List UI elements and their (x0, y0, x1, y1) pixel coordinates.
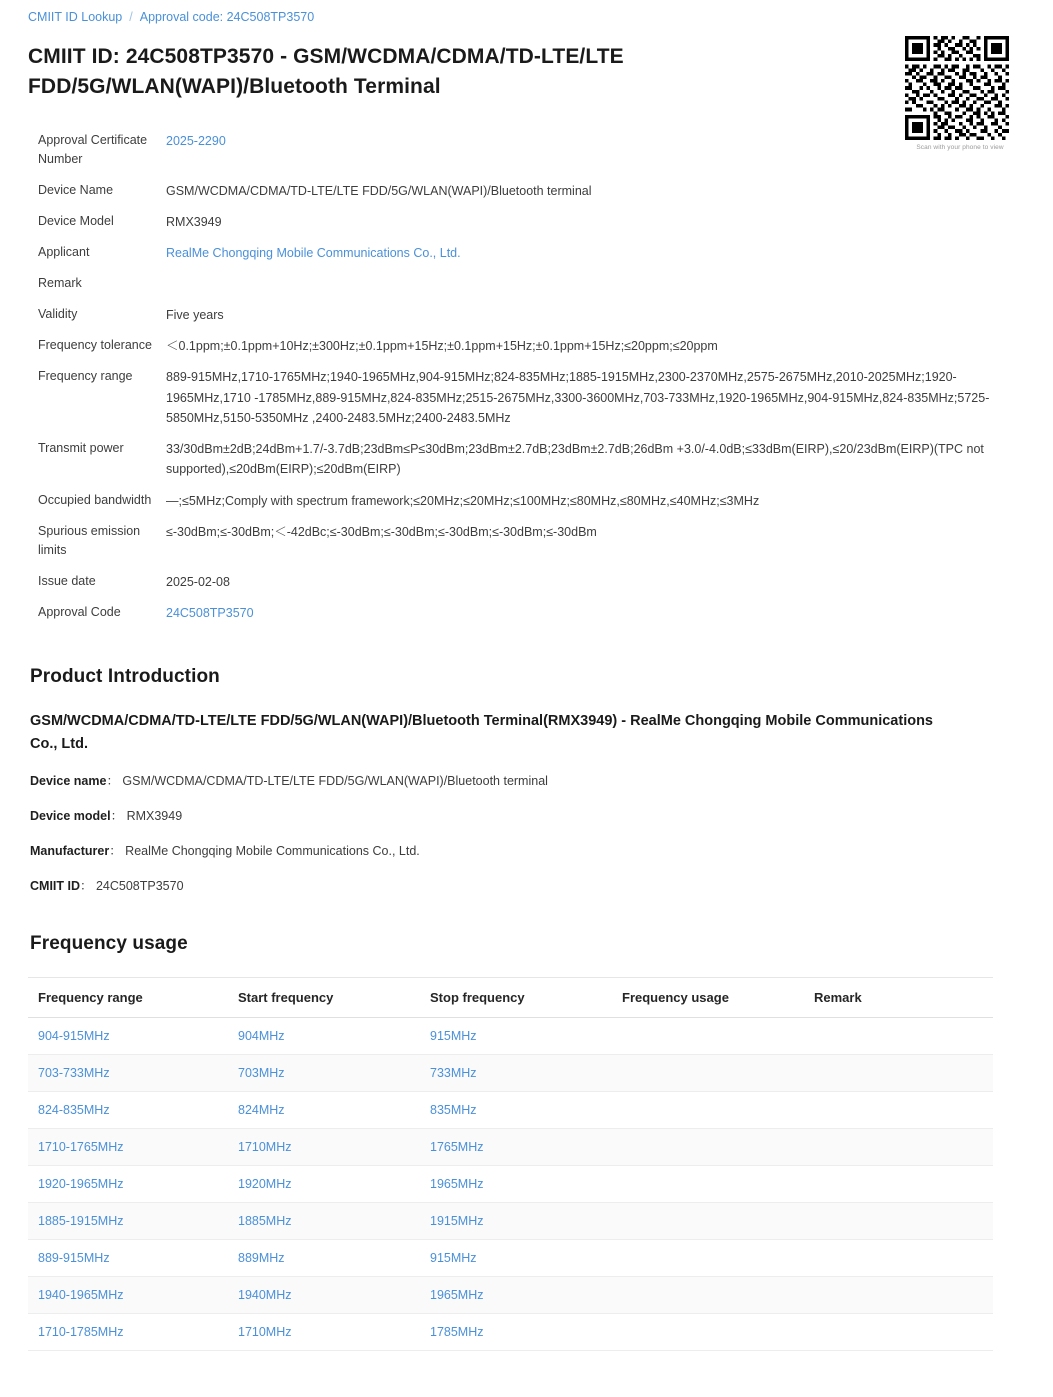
cell-frequency-usage (612, 1314, 804, 1351)
cell-frequency-range[interactable]: 1885-1915MHz (28, 1203, 228, 1240)
cell-remark (804, 1277, 993, 1314)
cell-frequency-range[interactable]: 1920-1965MHz (28, 1166, 228, 1203)
cell-frequency-usage (612, 1092, 804, 1129)
cell-frequency-usage (612, 1018, 804, 1055)
cell-frequency-range[interactable]: 904-915MHz (28, 1018, 228, 1055)
product-manufacturer-value: ： RealMe Chongqing Mobile Communications Co., Ltd. (109, 843, 420, 858)
product-device-model-label: Device model (30, 809, 111, 824)
cell-frequency-usage (612, 1166, 804, 1203)
cell-start-frequency[interactable]: 1710MHz (228, 1314, 420, 1351)
product-cmiit-id-line (28, 877, 1025, 896)
frequency-tolerance-value: ＜0.1ppm;±0.1ppm+10Hz;±300Hz;±0.1ppm+15Hz;±0.1ppm+15Hz;±0.1ppm+15Hz;≤20ppm;≤20ppm (166, 339, 718, 353)
column-header-stop-frequency: Stop frequency (420, 978, 612, 1018)
product-device-name-line (28, 772, 1025, 791)
qr-caption: Scan with your phone to view (916, 144, 1004, 151)
product-introduction-heading: Product Introduction (30, 666, 220, 687)
cell-frequency-usage (612, 1277, 804, 1314)
detail-label: Device Name (38, 182, 114, 197)
breadcrumb (28, 0, 1025, 30)
cell-stop-frequency[interactable]: 1965MHz (420, 1166, 612, 1203)
cell-start-frequency[interactable]: 703MHz (228, 1055, 420, 1092)
detail-label: Applicant (38, 245, 90, 260)
detail-row (28, 330, 1025, 361)
approval-certificate-number-value[interactable]: 2025-2290 (166, 133, 226, 148)
cell-remark (804, 1166, 993, 1203)
cell-frequency-range[interactable]: 703-733MHz (28, 1055, 228, 1092)
detail-row (28, 433, 1025, 485)
frequency-range-value: 889-915MHz,1710-1765MHz;1940-1965MHz,904-915MHz;824-835MHz;1885-1915MHz,2300-2370MHz,2575-2675MHz,2010-2025MHz;1920-1965MHz,1710 -1785MHz,889-915MHz,824-835MHz;2515-2675MHz,3300-3600MHz,703-733MHz,1920-1965MHz,904-915MHz,824-835MHz;5725-5850MHz,5150-5350MHz ,2400-2483.5MHz;2400-2483.5MHz (166, 370, 990, 425)
table-row (28, 1129, 993, 1166)
cell-remark (804, 1055, 993, 1092)
cell-remark (804, 1129, 993, 1166)
cell-start-frequency[interactable]: 1940MHz (228, 1277, 420, 1314)
detail-row (28, 485, 1025, 516)
spurious-emission-limits-value: ≤-30dBm;≤-30dBm;＜-42dBc;≤-30dBm;≤-30dBm;≤-30dBm;≤-30dBm;≤-30dBm (166, 524, 597, 539)
cell-frequency-range[interactable]: 889-915MHz (28, 1240, 228, 1277)
transmit-power-value: 33/30dBm±2dB;24dBm+1.7/-3.7dB;23dBm≤P≤30dBm;23dBm±2.7dB;23dBm±2.7dB;26dBm +3.0/-4.0dB;≤33dBm(EIRP),≤20/23dBm(EIRP)(TPC not supported),≤20dBm(EIRP);≤20dBm(EIRP) (166, 442, 984, 477)
column-header-remark: Remark (804, 978, 993, 1018)
cell-frequency-usage (612, 1055, 804, 1092)
product-device-name-label: Device name (30, 774, 107, 789)
qr-code-block (905, 36, 1015, 151)
issue-date-value: 2025-02-08 (166, 574, 230, 589)
detail-label: Approval Certificate Number (38, 132, 148, 167)
table-row (28, 1314, 993, 1351)
detail-row (28, 597, 1025, 628)
cell-stop-frequency[interactable]: 835MHz (420, 1092, 612, 1129)
remark-value (166, 274, 1006, 290)
cell-start-frequency[interactable]: 824MHz (228, 1092, 420, 1129)
cell-start-frequency[interactable]: 889MHz (228, 1240, 420, 1277)
table-row (28, 1018, 993, 1055)
table-row (28, 1203, 993, 1240)
table-header-row (28, 978, 993, 1018)
breadcrumb-current-link[interactable]: Approval code: 24C508TP3570 (139, 10, 315, 24)
cell-remark (804, 1314, 993, 1351)
column-header-frequency-usage: Frequency usage (612, 978, 804, 1018)
detail-label: Issue date (38, 573, 96, 588)
cell-stop-frequency[interactable]: 1765MHz (420, 1129, 612, 1166)
cell-frequency-range[interactable]: 1710-1765MHz (28, 1129, 228, 1166)
detail-row (28, 566, 1025, 597)
detail-label: Approval Code (38, 604, 121, 619)
frequency-usage-heading: Frequency usage (30, 933, 188, 955)
column-header-start-frequency: Start frequency (228, 978, 420, 1018)
cell-frequency-range[interactable]: 1940-1965MHz (28, 1277, 228, 1314)
cell-start-frequency[interactable]: 904MHz (228, 1018, 420, 1055)
cell-start-frequency[interactable]: 1920MHz (228, 1166, 420, 1203)
product-cmiit-id-label: CMIIT ID (30, 878, 80, 893)
certificate-details-table (28, 125, 1025, 628)
detail-label: Validity (38, 306, 78, 321)
table-row (28, 1055, 993, 1092)
detail-label: Spurious emission limits (38, 523, 141, 558)
detail-label: Occupied bandwidth (38, 492, 152, 507)
cell-frequency-usage (612, 1203, 804, 1240)
cell-start-frequency[interactable]: 1710MHz (228, 1129, 420, 1166)
device-model-value: RMX3949 (166, 214, 222, 229)
detail-row (28, 125, 1025, 175)
cell-stop-frequency[interactable]: 915MHz (420, 1018, 612, 1055)
applicant-value[interactable]: RealMe Chongqing Mobile Communications Co., Ltd. (166, 246, 461, 261)
detail-row (28, 206, 1025, 237)
table-row (28, 1277, 993, 1314)
table-row (28, 1240, 993, 1277)
detail-row (28, 361, 1025, 433)
cell-remark (804, 1018, 993, 1055)
cell-stop-frequency[interactable]: 733MHz (420, 1055, 612, 1092)
cell-remark (804, 1240, 993, 1277)
detail-row (28, 516, 1025, 566)
table-row (28, 1092, 993, 1129)
cell-stop-frequency[interactable]: 1965MHz (420, 1277, 612, 1314)
breadcrumb-home-link[interactable]: CMIIT ID Lookup (28, 10, 123, 24)
detail-row (28, 268, 1025, 298)
product-device-name-value: ： GSM/WCDMA/CDMA/TD-LTE/LTE FDD/5G/WLAN(WAPI)/Bluetooth terminal (106, 774, 548, 789)
detail-row (28, 175, 1025, 206)
product-introduction-subheading: GSM/WCDMA/CDMA/TD-LTE/LTE FDD/5G/WLAN(WAPI)/Bluetooth Terminal(RMX3949) - RealMe Chongqing Mobile Communications Co., Ltd. (30, 713, 934, 753)
detail-label: Transmit power (38, 441, 124, 455)
approval-code-value[interactable]: 24C508TP3570 (166, 605, 254, 620)
occupied-bandwidth-value: —;≤5MHz;Comply with spectrum framework;≤20MHz;≤20MHz;≤100MHz;≤80MHz,≤80MHz,≤40MHz;≤3MHz (166, 493, 760, 508)
product-device-model-value: ： RMX3949 (110, 809, 183, 824)
cell-frequency-range[interactable]: 824-835MHz (28, 1092, 228, 1129)
frequency-usage-table-head (28, 978, 993, 1018)
table-row (28, 1166, 993, 1203)
cell-frequency-usage (612, 1240, 804, 1277)
detail-label: Frequency range (38, 369, 133, 384)
cell-stop-frequency[interactable]: 1915MHz (420, 1203, 612, 1240)
cell-stop-frequency[interactable]: 1785MHz (420, 1314, 612, 1351)
cell-remark (804, 1203, 993, 1240)
cell-stop-frequency[interactable]: 915MHz (420, 1240, 612, 1277)
device-name-value: GSM/WCDMA/CDMA/TD-LTE/LTE FDD/5G/WLAN(WAPI)/Bluetooth terminal (166, 183, 592, 198)
product-manufacturer-label: Manufacturer (30, 843, 110, 858)
frequency-usage-table (28, 977, 993, 1351)
page-title: CMIIT ID: 24C508TP3570 - GSM/WCDMA/CDMA/TD-LTE/LTE FDD/5G/WLAN(WAPI)/Bluetooth Terminal (28, 45, 624, 99)
detail-row (28, 299, 1025, 330)
validity-value: Five years (166, 307, 224, 322)
breadcrumb-separator: / (129, 10, 133, 24)
frequency-usage-table-body (28, 1018, 993, 1351)
qr-code-icon (905, 36, 1009, 140)
product-manufacturer-line (28, 842, 1025, 861)
cell-frequency-range[interactable]: 1710-1785MHz (28, 1314, 228, 1351)
cell-remark (804, 1092, 993, 1129)
cell-start-frequency[interactable]: 1885MHz (228, 1203, 420, 1240)
column-header-frequency-range: Frequency range (28, 978, 228, 1018)
detail-label: Remark (38, 276, 82, 291)
detail-row (28, 237, 1025, 268)
product-cmiit-id-value: ： 24C508TP3570 (80, 878, 184, 893)
detail-label: Frequency tolerance (38, 338, 152, 352)
product-device-model-line (28, 807, 1025, 826)
cell-frequency-usage (612, 1129, 804, 1166)
detail-label: Device Model (38, 213, 114, 228)
